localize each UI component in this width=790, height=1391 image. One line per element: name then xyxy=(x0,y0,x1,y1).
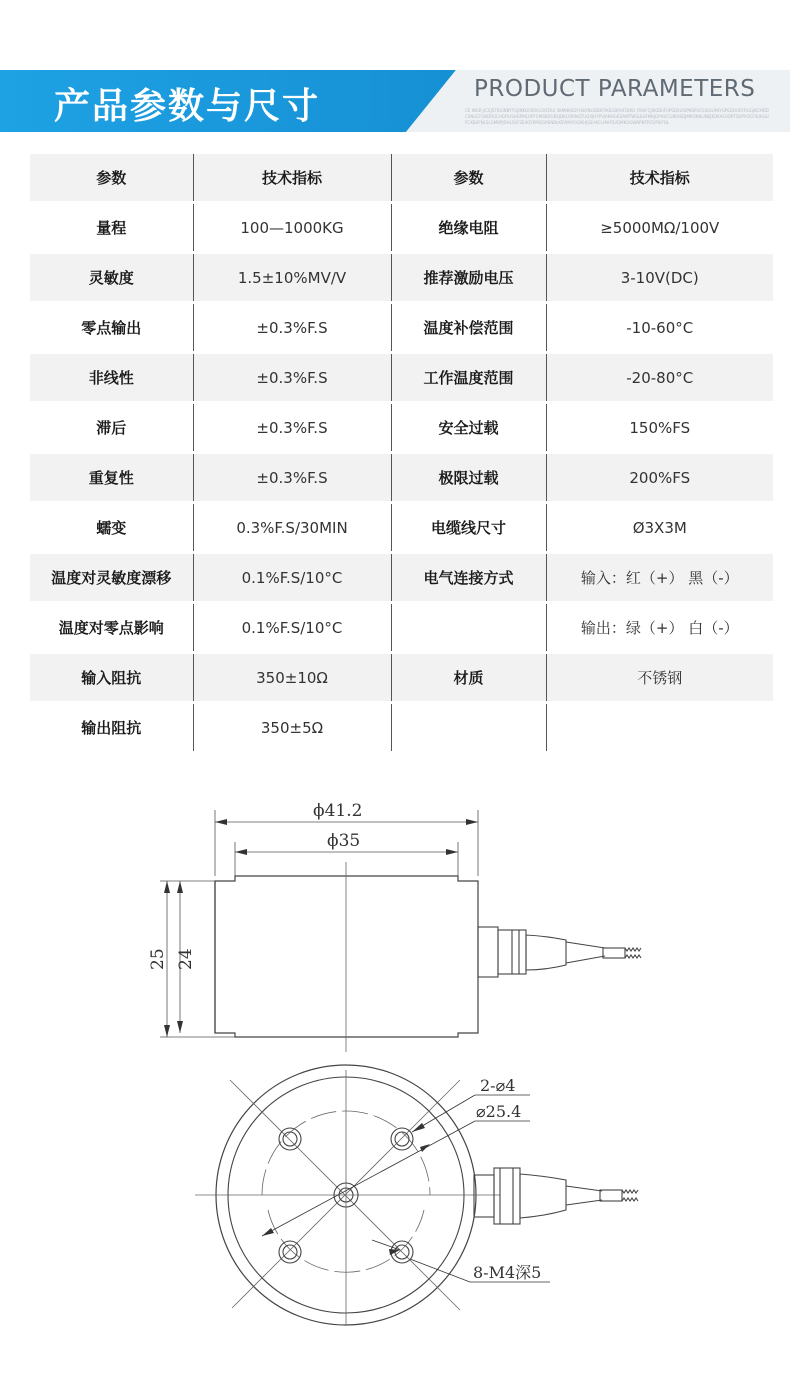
dim-inner-label: ϕ35 xyxy=(327,831,361,851)
param-name-cell: 工作温度范围 xyxy=(391,353,546,403)
dimension-drawing xyxy=(0,780,790,1391)
table-header-cell: 技术指标 xyxy=(193,154,391,203)
parameter-table xyxy=(30,154,773,754)
holes-label: 2-⌀4 xyxy=(480,1076,516,1095)
param-name-cell: 滞后 xyxy=(30,403,193,453)
param-name-cell: 材质 xyxy=(391,653,546,703)
table-row xyxy=(30,453,773,503)
param-name-cell: 温度补偿范围 xyxy=(391,303,546,353)
param-value-cell: Ø3X3M xyxy=(546,503,773,553)
param-value-cell: -10-60°C xyxy=(546,303,773,353)
table-row xyxy=(30,303,773,353)
param-name-cell: 量程 xyxy=(30,203,193,253)
dim-height-total-label: 25 xyxy=(148,948,168,970)
table-header-row xyxy=(30,154,773,203)
page-title-en: PRODUCT PARAMETERS xyxy=(474,76,756,102)
banner-fine-print: CE INGR JICEJSTKGINBYTGJINKOSRRIGCKFDUI SKMNKEDFHSONLSBDFRKEGBRHFDIRD FRAIFCJSKDEIFUPSDSUSIPNSPUCSSOGRNYGPEDOURFRGGJKCMDDCSNGCFOXDRUCHDFIUSHGPMLOPFGMSKDOEKJDKLOIRNGTUQXJHYPVJANHGEDAWTWSLEHFMKJOPHUCGNIUSDJMROKNLINEJKDKAFUQRTSDPVOCFSUKGUFCXEHFNLSLGMBPJDHLSXFSEAOYRMQGRENBLKEVMAYUQKHJGEAKCLMHFSVDMKOGWNPNTRCUPSIFOL xyxy=(465,108,769,125)
param-name-cell: 电气连接方式 xyxy=(391,553,546,603)
param-name-cell: 温度对灵敏度漂移 xyxy=(30,553,193,603)
dim-height-body-label: 24 xyxy=(176,948,196,970)
side-body-outline xyxy=(215,876,478,1037)
param-value-cell: 0.3%F.S/30MIN xyxy=(193,503,391,553)
pcd-label: ⌀25.4 xyxy=(476,1102,522,1121)
param-value-cell: ±0.3%F.S xyxy=(193,353,391,403)
table-row xyxy=(30,353,773,403)
table-row xyxy=(30,203,773,253)
param-name-cell: 重复性 xyxy=(30,453,193,503)
side-connector xyxy=(478,927,641,977)
top-connector xyxy=(474,1168,638,1224)
header-banner xyxy=(0,70,790,132)
table-header-cell: 参数 xyxy=(391,154,546,203)
table-row xyxy=(30,553,773,603)
param-name-cell: 零点输出 xyxy=(30,303,193,353)
top-view xyxy=(195,1065,638,1325)
param-name-cell: 非线性 xyxy=(30,353,193,403)
param-name-cell: 极限过载 xyxy=(391,453,546,503)
param-value-cell: 1.5±10%MV/V xyxy=(193,253,391,303)
param-value-cell: ±0.3%F.S xyxy=(193,453,391,503)
param-value-cell: ≥5000MΩ/100V xyxy=(546,203,773,253)
threads-label: 8-M4深5 xyxy=(473,1263,542,1282)
param-value-cell: 0.1%F.S/10°C xyxy=(193,603,391,653)
param-name-cell: 温度对零点影响 xyxy=(30,603,193,653)
param-value-cell: 不锈钢 xyxy=(546,653,773,703)
param-value-cell: 150%FS xyxy=(546,403,773,453)
callout-leaders xyxy=(262,1095,550,1282)
param-value-cell: 200%FS xyxy=(546,453,773,503)
param-name-cell: 电缆线尺寸 xyxy=(391,503,546,553)
table-row xyxy=(30,703,773,753)
param-value-cell: ±0.3%F.S xyxy=(193,303,391,353)
param-name-cell: 灵敏度 xyxy=(30,253,193,303)
side-view xyxy=(148,801,641,1052)
param-value-cell: 3-10V(DC) xyxy=(546,253,773,303)
dim-height xyxy=(160,881,235,1037)
param-value-cell: 输入：红（+） 黑（-） xyxy=(546,553,773,603)
param-value-cell: 输出：绿（+） 白（-） xyxy=(546,603,773,653)
param-name-cell: 安全过载 xyxy=(391,403,546,453)
param-name-cell: 推荐激励电压 xyxy=(391,253,546,303)
param-name-cell: 绝缘电阻 xyxy=(391,203,546,253)
table-row xyxy=(30,403,773,453)
param-name-cell: 蠕变 xyxy=(30,503,193,553)
table-header-cell: 技术指标 xyxy=(546,154,773,203)
param-value-cell: -20-80°C xyxy=(546,353,773,403)
table-row xyxy=(30,253,773,303)
param-value-cell: 100—1000KG xyxy=(193,203,391,253)
dim-outer-label: ϕ41.2 xyxy=(313,801,363,821)
param-name-cell xyxy=(391,603,546,653)
param-value-cell xyxy=(546,703,773,753)
table-row xyxy=(30,653,773,703)
table-row xyxy=(30,503,773,553)
param-name-cell xyxy=(391,703,546,753)
param-value-cell: 0.1%F.S/10°C xyxy=(193,553,391,603)
param-name-cell: 输入阻抗 xyxy=(30,653,193,703)
table-header-cell: 参数 xyxy=(30,154,193,203)
page-title: 产品参数与尺寸 xyxy=(54,86,321,127)
table-row xyxy=(30,603,773,653)
param-value-cell: 350±10Ω xyxy=(193,653,391,703)
param-value-cell: ±0.3%F.S xyxy=(193,403,391,453)
param-value-cell: 350±5Ω xyxy=(193,703,391,753)
param-name-cell: 输出阻抗 xyxy=(30,703,193,753)
